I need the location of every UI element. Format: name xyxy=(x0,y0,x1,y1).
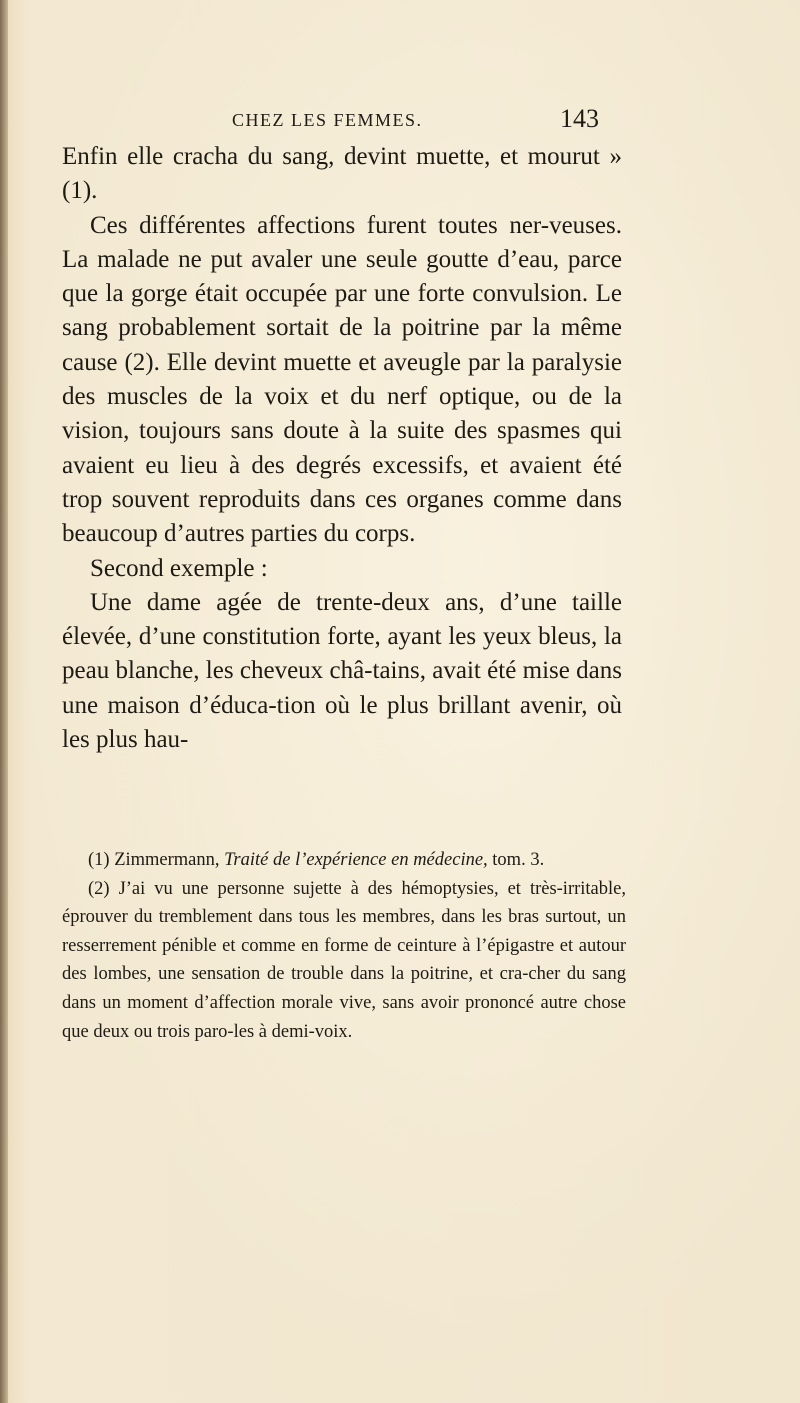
paragraph-1: Enfin elle cracha du sang, devint muette, et mourut » (1). xyxy=(62,143,622,205)
footnote-1-rest: tom. 3. xyxy=(492,850,545,870)
footnote-1-title: Traité de l’expérience en médecine, xyxy=(224,850,488,870)
running-head-title: CHEZ LES FEMMES. xyxy=(232,110,423,130)
page-spine-edge xyxy=(0,0,8,1403)
paragraph-4: Une dame agée de trente-deux ans, d’une taille élevée, d’une constitution forte, ayant les yeux bleus, la peau blanche, les cheveux châ-tains, avait été mise dans une maison d’éduca-tion où le plus brillant avenir, où les plus hau- xyxy=(62,588,622,754)
paragraph-3: Second exemple : xyxy=(90,554,268,582)
main-text xyxy=(62,140,622,757)
footnote-1 xyxy=(62,846,626,875)
footnote-1-marker: (1) xyxy=(88,850,110,870)
running-head xyxy=(0,104,800,138)
footnote-1-author: Zimmermann, xyxy=(114,850,220,870)
footnote-2: (2) J’ai vu une personne sujette à des hémoptysies, et très-irritable, éprouver du tremblement dans tous les membres, dans les bras surtout, un resserrement pénible et comme en forme de ceinture à l’épigastre et autour des lombes, une sensation de trouble dans la poitrine, et cra-cher du sang dans un moment d’affection morale vive, sans avoir prononcé autre chose que deux ou trois paro-les à demi-voix. xyxy=(62,878,626,1042)
paragraph-2: Ces différentes affections furent toutes ner-veuses. La malade ne put avaler une seule goutte d’eau, parce que la gorge était occupée par une forte convulsion. Le sang probablement sortait de la poitrine par la même cause (2). Elle devint muette et aveugle par la paralysie des muscles de la voix et du nerf optique, ou de la vision, toujours sans doute à la suite des spasmes qui avaient eu lieu à des degrés excessifs, et avaient été trop souvent reproduits dans ces organes comme dans beaucoup d’autres parties du corps. xyxy=(62,211,622,548)
page-number: 143 xyxy=(560,104,599,133)
footnotes xyxy=(62,846,626,1046)
